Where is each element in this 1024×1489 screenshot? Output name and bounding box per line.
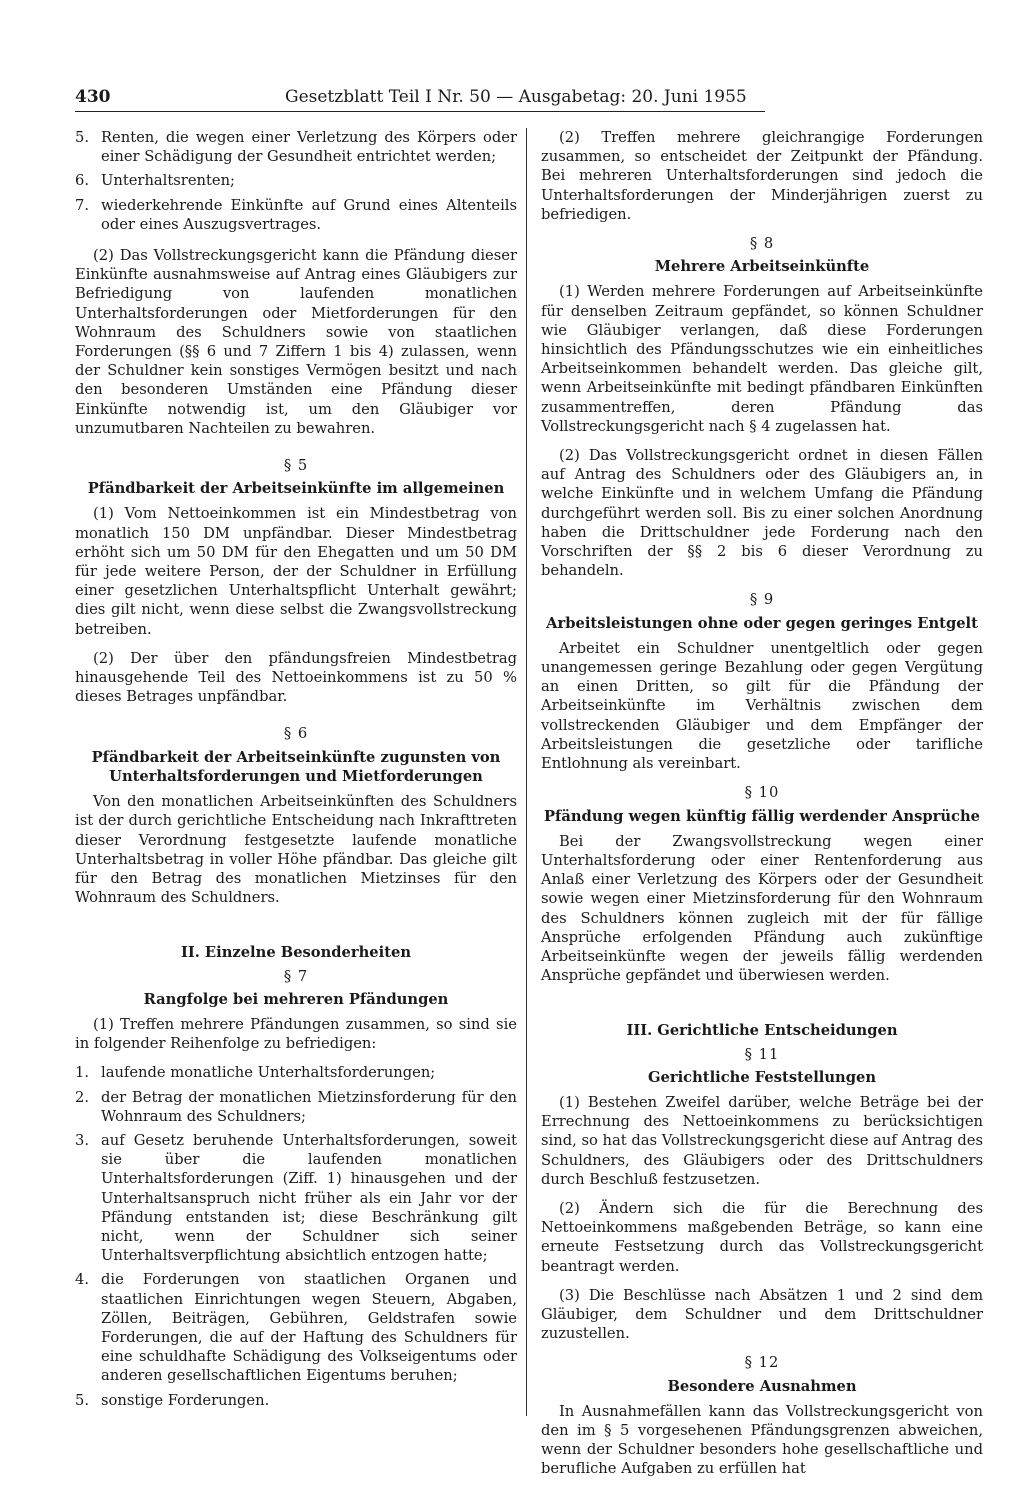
section-number: § 5	[283, 457, 309, 475]
list-item	[75, 196, 517, 234]
paragraph: (2) Das Vollstreckungsgericht ordnet in diesen Fällen auf Antrag des Schuldners oder des Gläubigers an, in welche Einkünfte und in welchem Umfang die Pfändung durchgeführt werden soll. Bis zu einer solchen Anordnung haben die Drittschuldner jede Forderung nach den Vorschriften der §§ 2 bis 6 dieser Verordnung zu behandeln.	[541, 447, 983, 580]
list-item-text: auf Gesetz beruhende Unterhaltsforderungen, soweit sie über die laufenden monatlichen Unterhaltsforderungen (Ziff. 1) hinausgehen und der Unterhaltsanspruch nicht früher als ein Jahr vor der Pfändung entstanden ist; diese Beschränkung gilt nicht, wenn der Schuldner sich seiner Unterhaltsverpflichtung absichtlich entzogen hatte;	[101, 1131, 517, 1265]
paragraph: (2) Treffen mehrere gleichrangige Forderungen zusammen, so entscheidet der Zeitpunkt der Pfändung. Bei mehreren Unterhaltsforderungen sind jedoch die Unterhaltsforderungen der Minderjährigen zuerst zu befriedigen.	[541, 129, 983, 223]
list-item-text: Renten, die wegen einer Verletzung des Körpers oder einer Schädigung der Gesundheit entrichtet werden;	[101, 129, 517, 166]
column-divider	[526, 128, 527, 1416]
chapter-heading: II. Einzelne Besonderheiten	[180, 944, 412, 962]
running-title: Gesetzblatt Teil I Nr. 50 — Ausgabetag: 20. Juni 1955	[285, 87, 747, 107]
list-item-number: 2.	[75, 1088, 90, 1106]
right-column	[541, 128, 983, 1489]
list-item-text: wiederkehrende Einkünfte auf Grund eines Altenteils oder eines Auszugsvertrages.	[101, 196, 517, 233]
list-item-number: 5.	[75, 129, 90, 146]
paragraph: (2) Der über den pfändungsfreien Mindestbetrag hinausgehende Teil des Nettoeinkommens ist zu 50 % dieses Betrages unpfändbar.	[75, 649, 517, 706]
paragraph: (2) Ändern sich die für die Berechnung des Nettoeinkommens maßgebenden Beträge, so kann eine erneute Festsetzung durch das Vollstreckungsgericht beantragt werden.	[541, 1199, 983, 1275]
page-number: 430	[75, 87, 111, 107]
list-item-number: 3.	[75, 1131, 90, 1149]
list-item	[75, 128, 517, 166]
section-number: § 9	[749, 591, 775, 609]
list-item	[75, 1391, 517, 1410]
section-heading: Pfändung wegen künftig fällig werdender Ansprüche	[544, 807, 980, 825]
paragraph: Von den monatlichen Arbeitseinkünften des Schuldners ist der durch gerichtliche Entscheidung nach Inkrafttreten dieser Verordnung festgesetzte laufende monatliche Unterhaltsbetrag in voller Höhe pfändbar. Das gleiche gilt für den Betrag des monatlichen Mietzinses für den Wohnraum des Schuldners.	[75, 793, 517, 907]
section-number: § 11	[744, 1045, 780, 1063]
paragraph: (1) Bestehen Zweifel darüber, welche Beträge bei der Errechnung des Nettoeinkommens zu berücksichtigen sind, so hat das Vollstreckungsgericht diese auf Antrag des Schuldners, des Gläubigers oder des Drittschuldners durch Beschluß festzusetzen.	[541, 1093, 983, 1188]
list-item-text: Unterhaltsrenten;	[101, 172, 235, 190]
paragraph: In Ausnahmefällen kann das Vollstreckungsgericht von den im § 5 vorgesehenen Pfändungsgrenzen abweichen, wenn der Schuldner besonders hohe gesellschaftliche und berufliche Aufgaben zu erfüllen hat	[541, 1402, 983, 1478]
section-number: § 8	[749, 235, 775, 253]
section-heading: Pfändbarkeit der Arbeitseinkünfte zugunsten von Unterhaltsforderungen und Mietforderungen	[91, 748, 501, 785]
list-item-number: 5.	[75, 1391, 90, 1409]
section-heading: Arbeitsleistungen ohne oder gegen geringes Entgelt	[546, 614, 978, 632]
list-item	[75, 1131, 517, 1265]
list-item-number: 1.	[75, 1064, 90, 1082]
list-item-number: 6.	[75, 172, 90, 190]
paragraph: (1) Treffen mehrere Pfändungen zusammen, so sind sie in folgender Reihenfolge zu befriedigen:	[75, 1015, 517, 1053]
list-item	[75, 1270, 517, 1385]
list-item-text: laufende monatliche Unterhaltsforderungen;	[101, 1064, 436, 1082]
list-item-number: 7.	[75, 196, 90, 214]
list-item-number: 4.	[75, 1271, 90, 1289]
section-heading: Pfändbarkeit der Arbeitseinkünfte im allgemeinen	[87, 480, 505, 498]
list-item-text: der Betrag der monatlichen Mietzinsforderung für den Wohnraum des Schuldners;	[101, 1088, 517, 1125]
section-heading: Besondere Ausnahmen	[667, 1377, 857, 1395]
section-number: § 6	[283, 725, 309, 743]
section-number: § 12	[744, 1354, 780, 1372]
section-heading: Mehrere Arbeitseinkünfte	[654, 258, 870, 276]
list-item-text: sonstige Forderungen.	[101, 1391, 270, 1409]
list-item	[75, 171, 517, 190]
list-item-text: die Forderungen von staatlichen Organen und staatlichen Einrichtungen wegen Steuern, Abgaben, Zöllen, Beiträgen, Gebühren, Geldstrafen sowie Forderungen, die auf der Haftung des Schuldners für eine schuldhafte Schädigung des Volkseigentums oder anderen gesellschaftlichen Eigentums beruhen;	[101, 1271, 517, 1385]
paragraph: (1) Vom Nettoeinkommen ist ein Mindestbetrag von monatlich 150 DM unpfändbar. Dieser Mindestbetrag erhöht sich um 50 DM für den Ehegatten und um 50 DM für jede weitere Person, der der Schuldner in Erfüllung einer gesetzlichen Unterhaltspflicht Unterhalt gewährt; dies gilt nicht, wenn diese selbst die Zwangsvollstreckung betreiben.	[75, 505, 517, 638]
paragraph: Bei der Zwangsvollstreckung wegen einer Unterhaltsforderung oder einer Rentenforderung aus Anlaß einer Verletzung des Körpers oder der Gesundheit sowie wegen einer Mietzinsforderung für den Wohnraum des Schuldners können zugleich mit der für fällige Ansprüche erfolgenden Pfändung auch zukünftige Arbeitseinkünfte wegen der jeweils fällig werdenden Ansprüche gepfändet und überwiesen werden.	[541, 832, 983, 985]
paragraph: (2) Das Vollstreckungsgericht kann die Pfändung dieser Einkünfte ausnahmsweise auf Antrag eines Gläubigers zur Befriedigung von laufenden monatlichen Unterhaltsforderungen oder Mietforderungen für den Wohnraum des Schuldners sowie von staatlichen Forderungen (§§ 6 und 7 Ziffern 1 bis 4) zulassen, wenn der Schuldner kein sonstiges Vermögen besitzt und nach den besonderen Umständen eine Pfändung dieser Einkünfte notwendig ist, um den Gläubiger vor unzumutbaren Nachteilen zu bewahren.	[75, 247, 517, 437]
paragraph: (3) Die Beschlüsse nach Absätzen 1 und 2 sind dem Gläubiger, dem Schuldner und dem Drittschuldner zuzustellen.	[541, 1286, 983, 1343]
paragraph: (1) Werden mehrere Forderungen auf Arbeitseinkünfte für denselben Zeitraum gepfändet, so können Schuldner wie Gläubiger verlangen, daß diese Forderungen hinsichtlich des Pfändungsschutzes wie ein einheitliches Arbeitseinkommen behandelt werden. Das gleiche gilt, wenn Arbeitseinkünfte mit bedingt pfändbaren Einkünften zusammentreffen, deren Pfändung das Vollstreckungsgericht nach § 4 zugelassen hat.	[541, 283, 983, 435]
section-number: § 7	[283, 967, 309, 985]
section-number: § 10	[744, 784, 780, 802]
list-item	[75, 1063, 517, 1082]
section-heading: Gerichtliche Feststellungen	[647, 1068, 877, 1086]
chapter-heading: III. Gerichtliche Entscheidungen	[626, 1022, 898, 1040]
left-column	[75, 128, 517, 1415]
paragraph: Arbeitet ein Schuldner unentgeltlich oder gegen unangemessen geringe Bezahlung oder gegen Vergütung an einen Dritten, so gilt für die Pfändung der Arbeitseinkünfte im Verhältnis zwischen dem vollstreckenden Gläubiger und dem Empfänger der Arbeitsleistungen die gesetzliche oder tarifliche Entlohnung als vereinbart.	[541, 639, 983, 773]
section-heading: Rangfolge bei mehreren Pfändungen	[143, 990, 449, 1008]
page-header	[75, 87, 765, 112]
list-item	[75, 1088, 517, 1126]
